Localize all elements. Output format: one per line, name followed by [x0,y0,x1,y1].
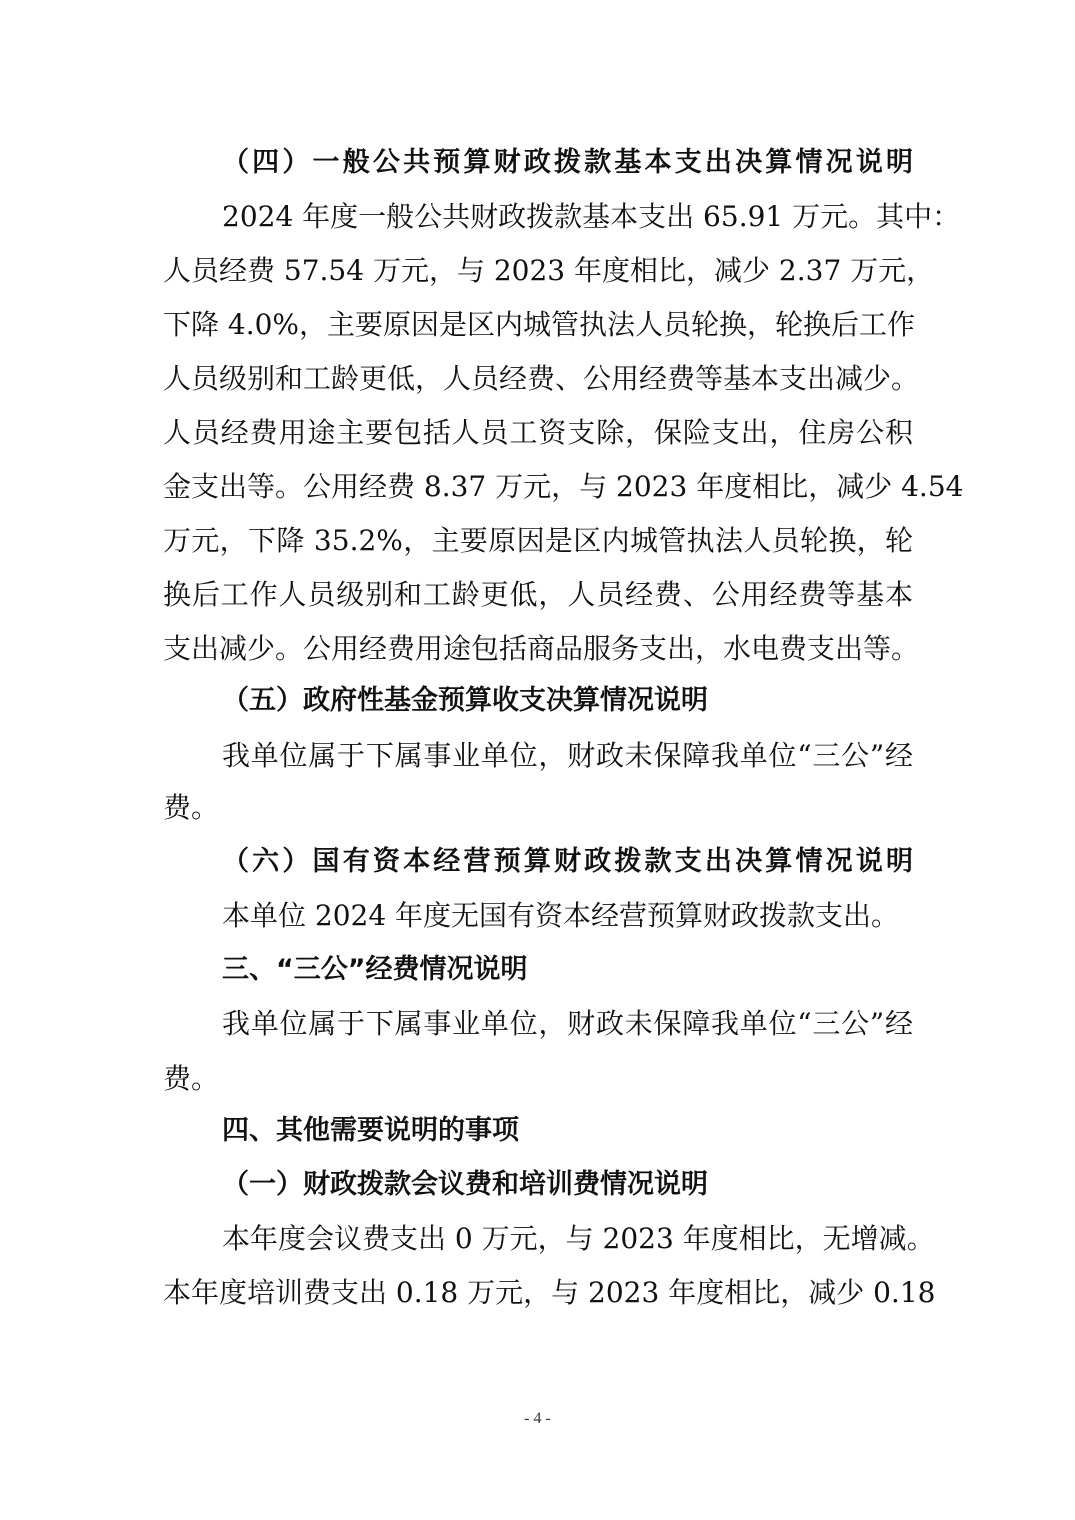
section-heading: （六）国有资本经营预算财政拨款支出决算情况说明 [222,846,913,877]
paragraph-line: 我单位属于下属事业单位，财政未保障我单位“三公”经 [222,1007,913,1040]
section-heading: （一）财政拨款会议费和培训费情况说明 [222,1169,708,1200]
paragraph-line: 我单位属于下属事业单位，财政未保障我单位“三公”经 [222,739,913,772]
paragraph-line: 换后工作人员级别和工龄更低，人员经费、公用经费等基本 [163,578,913,611]
paragraph-line: 金支出等。公用经费 8.37 万元，与 2023 年度相比，减少 4.54 [163,470,964,503]
section-heading: （五）政府性基金预算收支决算情况说明 [222,685,708,716]
paragraph-line: 人员经费 57.54 万元，与 2023 年度相比，减少 2.37 万元， [163,254,935,287]
paragraph-line: 费。 [163,791,220,824]
section-heading: 四、其他需要说明的事项 [222,1115,519,1146]
page-number: - 4 - [524,1410,551,1427]
paragraph-line: 本年度会议费支出 0 万元，与 2023 年度相比，无增减。 [222,1222,935,1255]
paragraph-line: 支出减少。公用经费用途包括商品服务支出，水电费支出等。 [163,632,920,665]
paragraph-line: 万元，下降 35.2%，主要原因是区内城管执法人员轮换，轮 [163,524,913,557]
paragraph-line: 下降 4.0%，主要原因是区内城管执法人员轮换，轮换后工作 [163,308,916,341]
paragraph-line: 2024 年度一般公共财政拨款基本支出 65.91 万元。其中： [222,200,961,233]
paragraph-line: 费。 [163,1062,220,1095]
paragraph-line: 人员级别和工龄更低，人员经费、公用经费等基本支出减少。 [163,362,920,395]
paragraph-line: 本年度培训费支出 0.18 万元，与 2023 年度相比，减少 0.18 [163,1276,936,1309]
paragraph-line: 人员经费用途主要包括人员工资支除，保险支出，住房公积 [163,416,913,449]
section-heading: （四）一般公共预算财政拨款基本支出决算情况说明 [222,147,913,178]
paragraph-line: 本单位 2024 年度无国有资本经营预算财政拨款支出。 [222,899,900,932]
section-heading: 三、“三公”经费情况说明 [222,954,528,985]
